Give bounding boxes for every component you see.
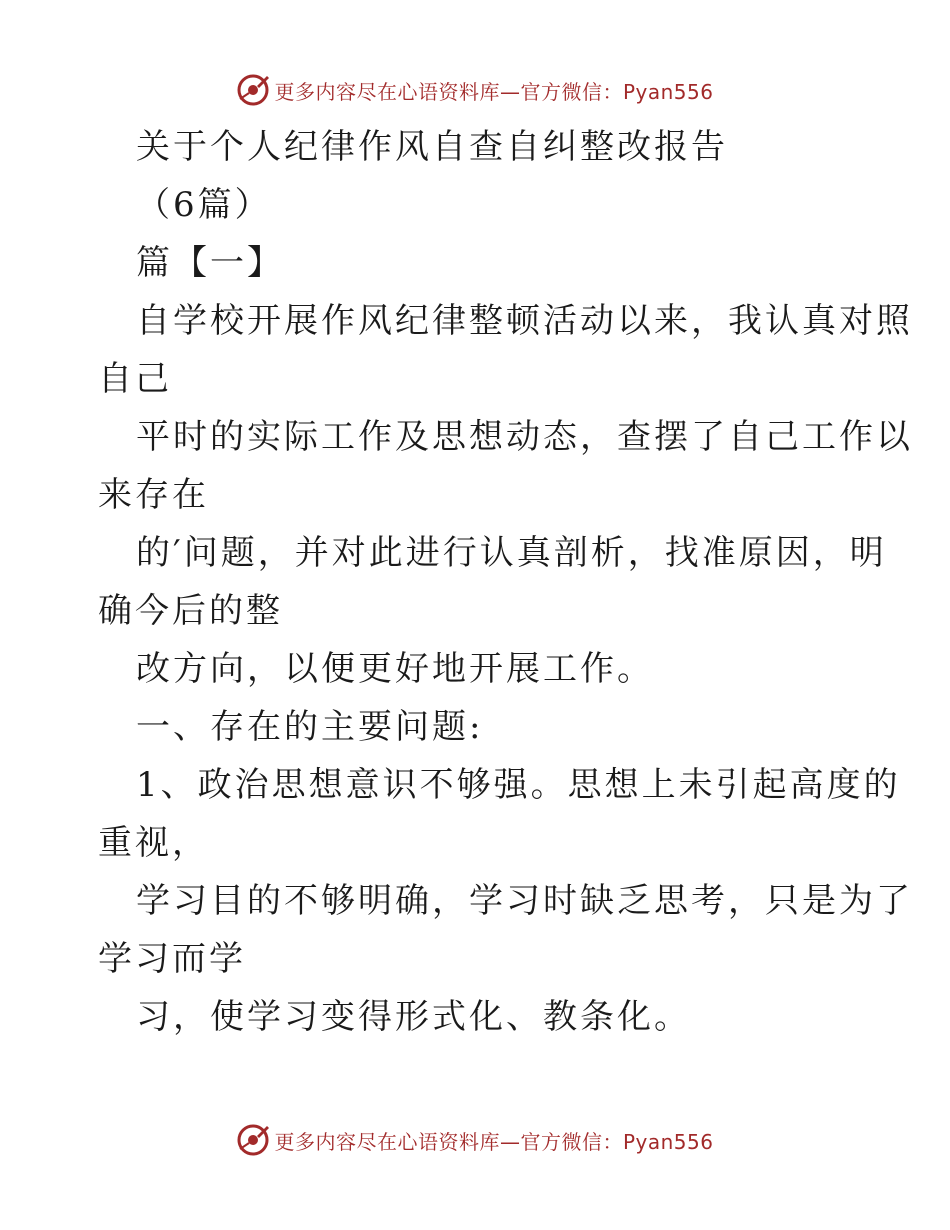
paragraph-line: 学习而学 [98, 939, 246, 979]
footer-banner-text: 更多内容尽在心语资料库—官方微信：Pyan556 [274, 1129, 714, 1154]
section-heading: 篇【一】 [136, 243, 284, 283]
paragraph-line: 的′问题，并对此进行认真剖析，找准原因，明 [136, 533, 887, 573]
subheading: 一、存在的主要问题: [136, 707, 484, 747]
paragraph-line: 学习目的不够明确，学习时缺乏思考，只是为了 [136, 881, 913, 921]
header-banner-text: 更多内容尽在心语资料库—官方微信：Pyan556 [274, 79, 714, 104]
paragraph-line: 确今后的整 [98, 591, 283, 631]
paragraph-line: 自己 [98, 359, 172, 399]
pen-circle-logo-icon [236, 73, 270, 107]
header-banner [0, 70, 950, 110]
paragraph-line: 改方向，以便更好地开展工作。 [136, 649, 654, 689]
paragraph-line: 平时的实际工作及思想动态，查摆了自己工作以 [136, 417, 913, 457]
paragraph-line: 重视， [98, 823, 209, 863]
document-title: 关于个人纪律作风自查自纠整改报告 [136, 127, 728, 167]
paragraph-line: 1、政治思想意识不够强。思想上未引起高度的 [136, 765, 901, 805]
paragraph-line: 习，使学习变得形式化、教条化。 [136, 997, 691, 1037]
paragraph-line: 来存在 [98, 475, 209, 515]
pen-circle-logo-icon [236, 1123, 270, 1157]
paragraph-line: 自学校开展作风纪律整顿活动以来，我认真对照 [136, 301, 913, 341]
footer-banner [0, 1120, 950, 1160]
document-subtitle: （6篇） [136, 185, 272, 225]
